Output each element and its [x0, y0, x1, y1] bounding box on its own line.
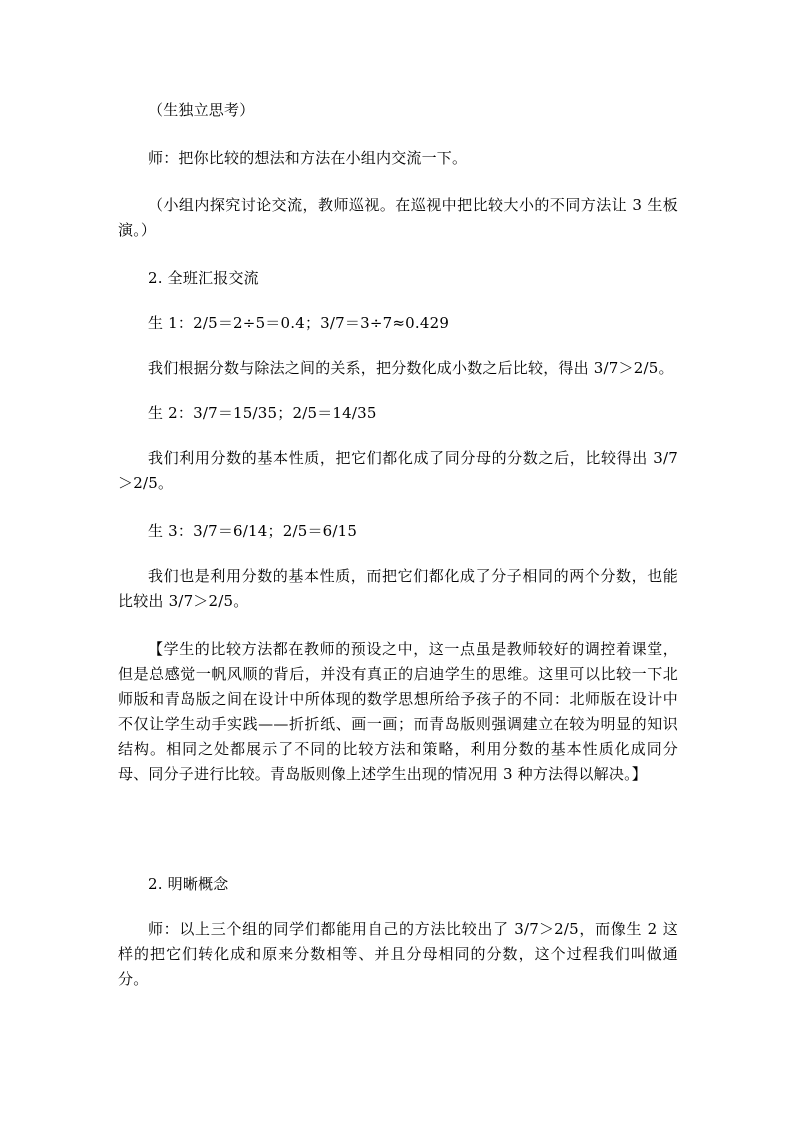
paragraph-student-2-explanation: 我们利用分数的基本性质，把它们都化成了同分母的分数之后，比较得出 3/7＞2/5。	[118, 449, 678, 492]
paragraph-group-discussion: （小组内探究讨论交流，教师巡视。在巡视中把比较大小的不同方法让 3 生板演。）	[118, 196, 678, 239]
paragraph-teacher-instruction: 师：把你比较的想法和方法在小组内交流一下。	[148, 149, 468, 167]
paragraph-teacher-summary: 师：以上三个组的同学们都能用自己的方法比较出了 3/7＞2/5，而像生 2 这样的把它们转化成和原来分数相等、并且分母相同的分数，这个过程我们叫做通分。	[118, 920, 678, 988]
section-heading-clarify-concept: 2. 明晰概念	[148, 875, 229, 893]
paragraph-teaching-reflection: 【学生的比较方法都在教师的预设之中，这一点虽是教师较好的调控着课堂，但是总感觉一帆风顺的背后，并没有真正的启迪学生的思维。这里可以比较一下北师版和青岛版之间在设计中所体现的数学思想所给予孩子的不同：北师版在设计中不仅让学生动手实践——折折纸、画一画；而青岛版则强调建立在较为明显的知识结构。相同之处都展示了不同的比较方法和策略，利用分数的基本性质化成同分母、同分子进行比较。青岛版则像上述学生出现的情况用 3 种方法得以解决。】	[118, 640, 678, 783]
paragraph-student-thinking: （生独立思考）	[148, 101, 255, 119]
paragraph-student-3-explanation: 我们也是利用分数的基本性质，而把它们都化成了分子相同的两个分数，也能比较出 3/7＞2/5。	[118, 567, 678, 610]
section-heading-class-report: 2. 全班汇报交流	[148, 269, 259, 287]
paragraph-student-3-answer: 生 3：3/7＝6/14；2/5＝6/15	[148, 522, 358, 540]
paragraph-student-2-answer: 生 2：3/7＝15/35；2/5＝14/35	[148, 404, 377, 422]
paragraph-student-1-explanation: 我们根据分数与除法之间的关系，把分数化成小数之后比较，得出 3/7＞2/5。	[148, 359, 674, 377]
paragraph-student-1-answer: 生 1：2/5＝2÷5＝0.4；3/7＝3÷7≈0.429	[148, 314, 450, 332]
